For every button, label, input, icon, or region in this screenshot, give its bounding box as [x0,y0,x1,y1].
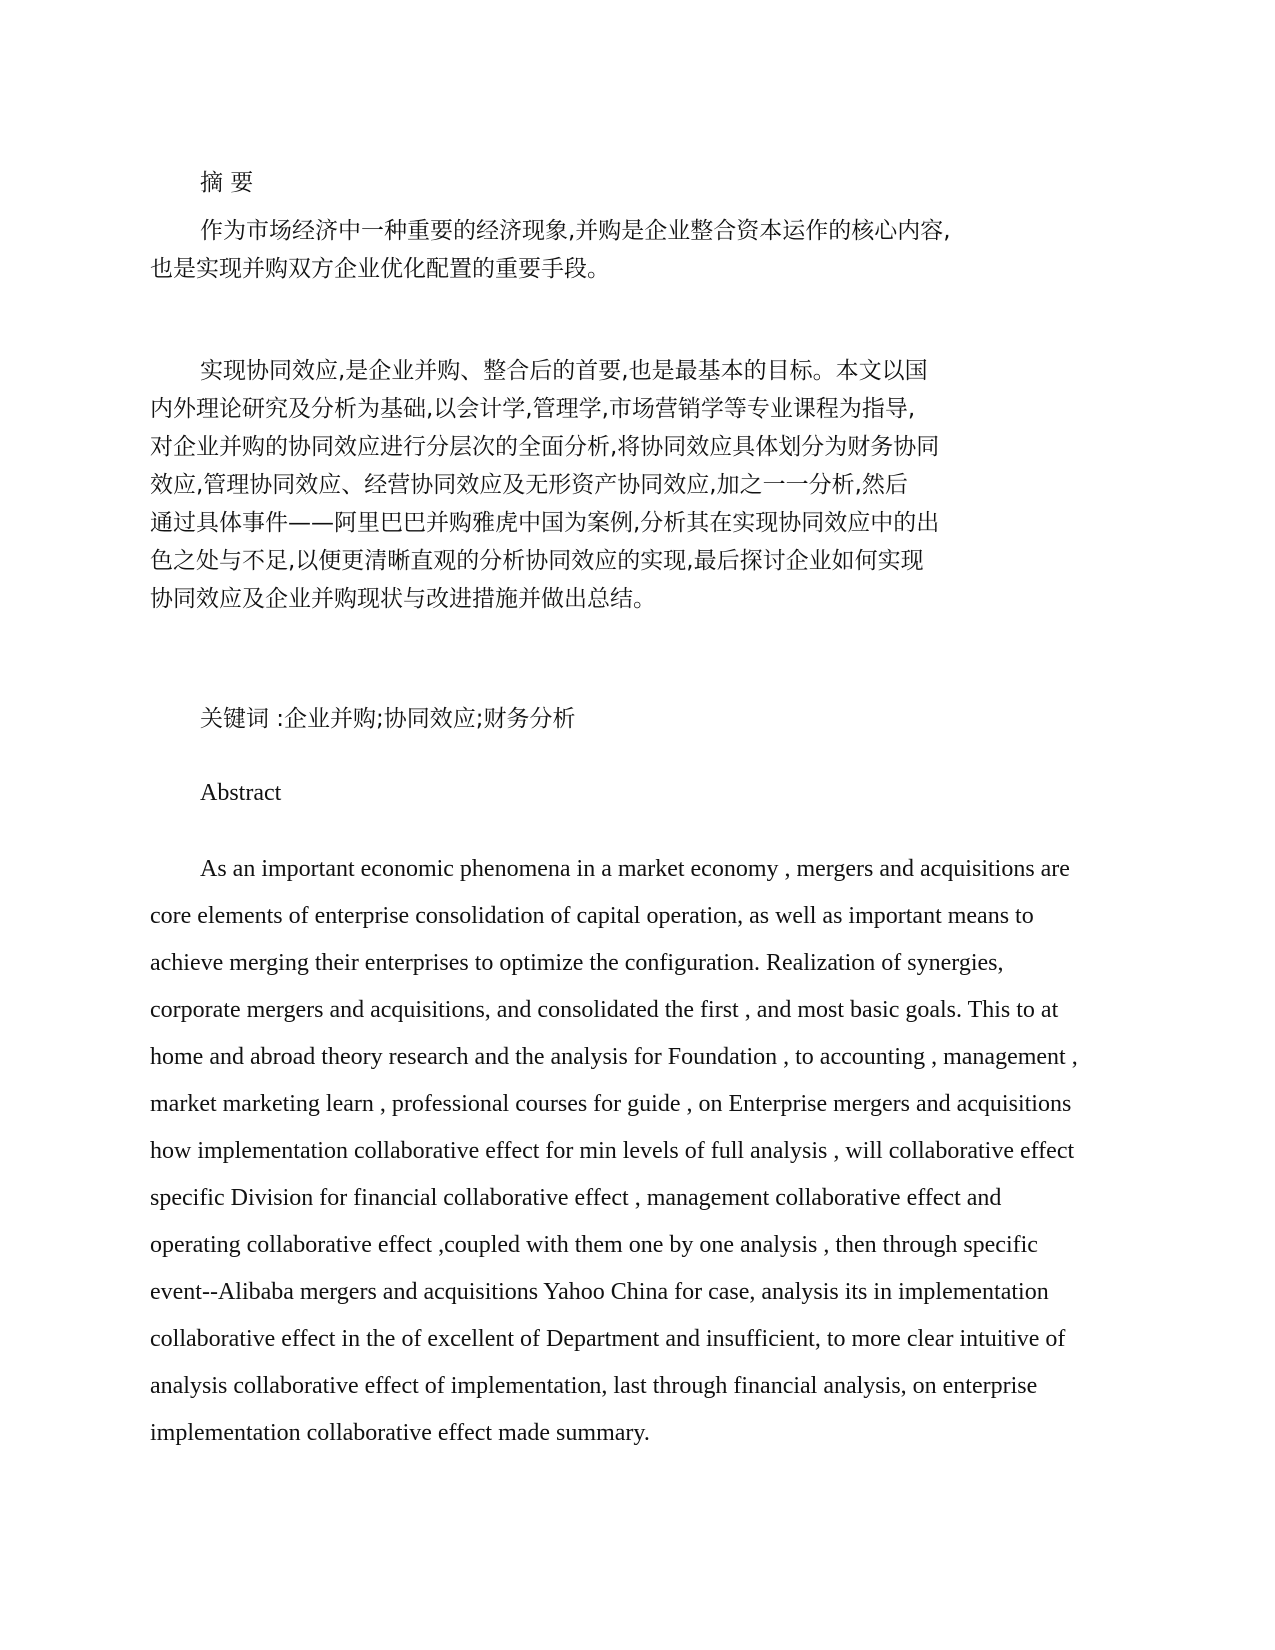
text-line: 也是实现并购双方企业优化配置的重要手段。 [150,256,610,282]
english-abstract-heading: Abstract [200,780,282,806]
text-line: 作为市场经济中一种重要的经济现象,并购是企业整合资本运作的核心内容, [200,218,951,244]
text-line: 通过具体事件——阿里巴巴并购雅虎中国为案例,分析其在实现协同效应中的出 [150,510,940,536]
text-line: implementation collaborative effect made summary. [150,1420,650,1446]
text-line: collaborative effect in the of excellent of Department and insufficient, to more clear intuitive of [150,1326,1066,1352]
text-line: market marketing learn , professional courses for guide , on Enterprise mergers and acquisitions [150,1091,1072,1117]
chinese-abstract-heading: 摘 要 [200,170,254,196]
text-line: As an important economic phenomena in a market economy , mergers and acquisitions are [200,856,1070,882]
text-line: how implementation collaborative effect for min levels of full analysis , will collaborative effect [150,1138,1075,1164]
text-line: operating collaborative effect ,coupled with them one by one analysis , then through specific [150,1232,1038,1258]
text-line: achieve merging their enterprises to optimize the configuration. Realization of synergies, [150,950,1004,976]
text-line: 内外理论研究及分析为基础,以会计学,管理学,市场营销学等专业课程为指导, [150,396,916,422]
english-abstract-paragraph [150,846,1125,1457]
text-line: core elements of enterprise consolidation of capital operation, as well as important means to [150,903,1034,929]
text-line: 协同效应及企业并购现状与改进措施并做出总结。 [150,586,656,612]
text-line: corporate mergers and acquisitions, and consolidated the first , and most basic goals. This to at [150,997,1059,1023]
text-line: analysis collaborative effect of implementation, last through financial analysis, on enterprise [150,1373,1038,1399]
text-line: 实现协同效应,是企业并购、整合后的首要,也是最基本的目标。本文以国 [200,358,928,384]
chinese-abstract-paragraph-2 [150,352,939,618]
chinese-keywords: 关键词 :企业并购;协同效应;财务分析 [200,706,576,732]
text-line: 对企业并购的协同效应进行分层次的全面分析,将协同效应具体划分为财务协同 [150,434,940,460]
text-line: home and abroad theory research and the analysis for Foundation , to accounting , management , [150,1044,1078,1070]
text-line: specific Division for financial collaborative effect , management collaborative effect and [150,1185,1002,1211]
text-line: event--Alibaba mergers and acquisitions Yahoo China for case, analysis its in implementation [150,1279,1049,1305]
text-line: 效应,管理协同效应、经营协同效应及无形资产协同效应,加之一一分析,然后 [150,472,908,498]
chinese-abstract-paragraph-1 [150,212,951,288]
text-line: 色之处与不足,以便更清晰直观的分析协同效应的实现,最后探讨企业如何实现 [150,548,924,574]
